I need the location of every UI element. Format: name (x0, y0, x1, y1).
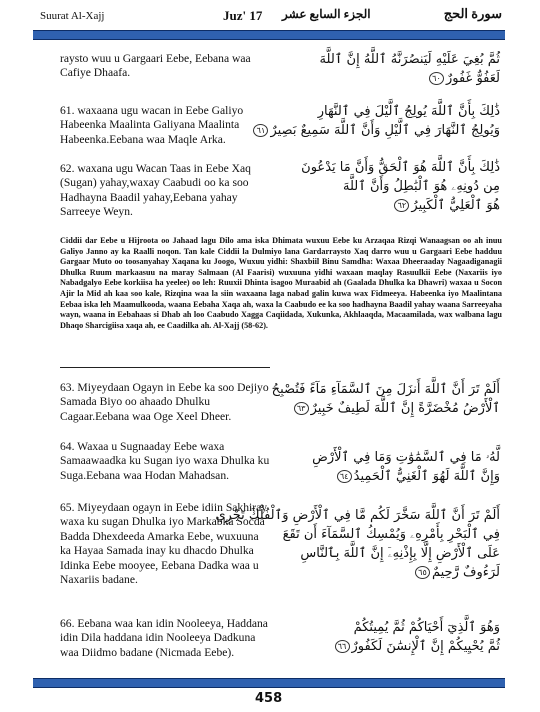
verse-somali: 64. Waxaa u Sugnaaday Eebe waxa Samaawaadka ku Sugan iyo waxa Dhulka ku Suga.Eebana waa Hodan Mahadsan. (60, 440, 270, 482)
sura-title-latin: Suurat Al-Xajj (40, 10, 105, 22)
verse-number: ٦٤ (337, 470, 352, 483)
arabic-text: ٱلْأَرْضُ مُخْضَرَّةً إِنَّ ٱللَّهَ لَطِيفٌ خَبِيرٌ (310, 401, 500, 416)
verse-number: ٦٣ (294, 402, 309, 415)
verse-arabic (256, 102, 500, 140)
verse-arabic (290, 618, 500, 656)
verse-arabic (290, 448, 500, 486)
page-number: 458 (255, 691, 283, 706)
verse-number: ٦٥ (415, 566, 430, 579)
verse-number: ٦١ (253, 124, 268, 137)
arabic-line: أَلَمْ تَرَ أَنَّ ٱللَّهَ أَنزَلَ مِنَ ٱلسَّمَآءِ مَآءً فَتُصْبِحُ (271, 382, 500, 397)
verse-somali: 65. Miyeydaan ogayn in Eebe idiin Sakhiray waxa ku sugan Dhulka iyo Markabka Socda Badda Dhexdeeda Amarka Eebe, wuxuuna ka Hayaa Samada inay ku dhacdo Dhulka Idinka Eebe mooyee, Eebana Dadka waa u Naxariis badane. (60, 501, 268, 587)
arabic-line: وَهُوَ ٱلَّذِيٓ أَحْيَاكُمْ ثُمَّ يُمِيتُكُمْ (353, 620, 500, 635)
arabic-line: عَلَى ٱلْأَرْضِ إِلَّا بِإِذْنِهِۦٓ إِنَّ ٱللَّهَ بِٱلنَّاسِ (300, 546, 500, 561)
arabic-line: ثُمَّ بُغِيَ عَلَيْهِ لَيَنصُرَنَّهُ ٱللَّهُ إِنَّ ٱللَّهَ (319, 52, 500, 67)
arabic-line (290, 467, 500, 486)
arabic-line: ذَٰلِكَ بِأَنَّ ٱللَّهَ يُولِجُ ٱلَّيْلَ فِي ٱلنَّهَارِ (317, 104, 500, 119)
juz-label: Juz' 17 (223, 8, 263, 23)
verse-somali: 66. Eebana waa kan idin Nooleeya, Haddana idin Dila haddana idin Nooleeya Dadkuna waa Diidmo badane (Nicmada Eebe). (60, 617, 268, 659)
arabic-text: هُوَ ٱلْعَلِيُّ ٱلْكَبِيرُ (411, 198, 500, 213)
verse-number: ٦٦ (335, 640, 350, 653)
arabic-line: أَلَمْ تَرَ أَنَّ ٱللَّهَ سَخَّرَ لَكُم مَّا فِي ٱلْأَرْضِ وَٱلْفُلْكَ تَجْرِي (215, 508, 500, 523)
top-border-bar (33, 30, 505, 40)
arabic-text: وَإِنَّ ٱللَّهَ لَهُوَ ٱلْغَنِيُّ ٱلْحَمِيدُ (353, 469, 500, 484)
verse-arabic (290, 158, 500, 215)
verse-somali: raysto wuu u Gargaari Eebe, Eebana waa Cafiye Dhaafa. (60, 52, 251, 80)
arabic-line: مِن دُونِهِۦ هُوَ ٱلْبَٰطِلُ وَأَنَّ ٱللَّهَ (343, 179, 500, 194)
verse-number: ٦٠ (429, 72, 444, 85)
verse-somali: 62. waxana ugu Wacan Taas in Eebe Xaq (Sugan) yahay,waxay Caabudi oo ka soo Hadhayna Baadil yahay,Eebana yahay Sarreeye Weyn. (60, 162, 251, 219)
verse-arabic (271, 380, 500, 418)
verse-arabic (290, 50, 500, 88)
bottom-border-bar (33, 678, 505, 688)
juz-title-arabic: الجزء السابع عشر (282, 7, 371, 21)
arabic-line (290, 399, 500, 418)
page-header (0, 0, 540, 30)
divider-rule (60, 367, 270, 368)
arabic-line: لَّهُۥ مَا فِي ٱلسَّمَٰوَٰتِ وَمَا فِي ٱلْأَرْضِ (312, 450, 500, 465)
verse-somali: 63. Miyeydaan Ogayn in Eebe ka soo Dejiyo Samada Biyo oo ahaado Dhulku Cagaar.Eebana waa Oge Xeel Dheer. (60, 381, 269, 423)
commentary-text: Ciddii dar Eebe u Hijroota oo Jahaad lagu Dilo ama iska Dhimata wuxuu Eebe ku Arzaqaa Rizqi Wanaagsan oo ah inuu Galiyo Janno ay ka Raalli noqon. Tan kale Ciddii la Dulmiyo lana Gardarraysto Xaq darro wuu u Gargaari Eebe hadduu Gargaar Muto oo toosanyahay Xaqana ku Joogo, Wuxuu yidhi: Shaxbiil Binu Samdha: Waxaa Dheeraaday Nagaadiganagii Dhulka Ruum markaasuu na maray Salmaan (Al Faarisi) wuxuuna yidhi waxaan maqlay Rasuulkii Eebe (Naxariis iyo Nabadgalyo Eebe korkiisa ha yeelee) oo leh: Ruuxii Dhinta isagoo Muraabid ah (Gaalada Dhulka ka Dhawri) waxaa u Socon Ajir la Mid ah kaa soo kale, Rizqina waa la siin waxaana laga nabad galin kuwa wax Fidmeeya. Habeenka iyo Maalintana Eebaa iska leh Maamulkooda, waana Eebaha Xaqa ah, waxa la Caabudo ee ka soo hadhayna Baadil yahay waana Sarreeyaha wayn, waana in Eebahaas si Dhab ah loo Caabudo Xagga Caqiidada, Xukunka, Akhlaaqda, Macaamilada, wax walbana lagu Dhaqo Sharcigiisa xaqa ah, ee Caadilka ah. Al-Xajj (58-62). (60, 236, 502, 330)
arabic-line (290, 563, 500, 582)
arabic-text: وَيُولِجُ ٱلنَّهَارَ فِي ٱلَّيْلِ وَأَنَّ ٱللَّهَ سَمِيعٌ بَصِيرٌ (270, 123, 500, 138)
arabic-line (256, 121, 500, 140)
arabic-line: فِي ٱلْبَحْرِ بِأَمْرِهِۦ وَيُمْسِكُ ٱلسَّمَآءَ أَن تَقَعَ (282, 527, 500, 542)
arabic-line (290, 69, 500, 88)
sura-title-arabic: سورة الحج (443, 6, 502, 21)
arabic-line (290, 637, 500, 656)
arabic-text: لَرَءُوفٌ رَّحِيمٌ (431, 565, 500, 580)
arabic-line (290, 196, 500, 215)
arabic-text: لَعَفُوٌّ غَفُورٌ (445, 71, 500, 86)
arabic-text: ثُمَّ يُحْيِيكُمْ إِنَّ ٱلْإِنسَٰنَ لَكَفُورٌ (351, 639, 500, 654)
verse-arabic (215, 506, 500, 582)
verse-number: ٦٢ (394, 199, 409, 212)
verse-somali: 61. waxaana ugu wacan in Eebe Galiyo Habeenka Maalinta Galiyana Maalinta Habeenka.Eebana waa Maqle Arka. (60, 104, 244, 146)
arabic-line: ذَٰلِكَ بِأَنَّ ٱللَّهَ هُوَ ٱلْحَقُّ وَأَنَّ مَا يَدْعُونَ (301, 160, 500, 175)
